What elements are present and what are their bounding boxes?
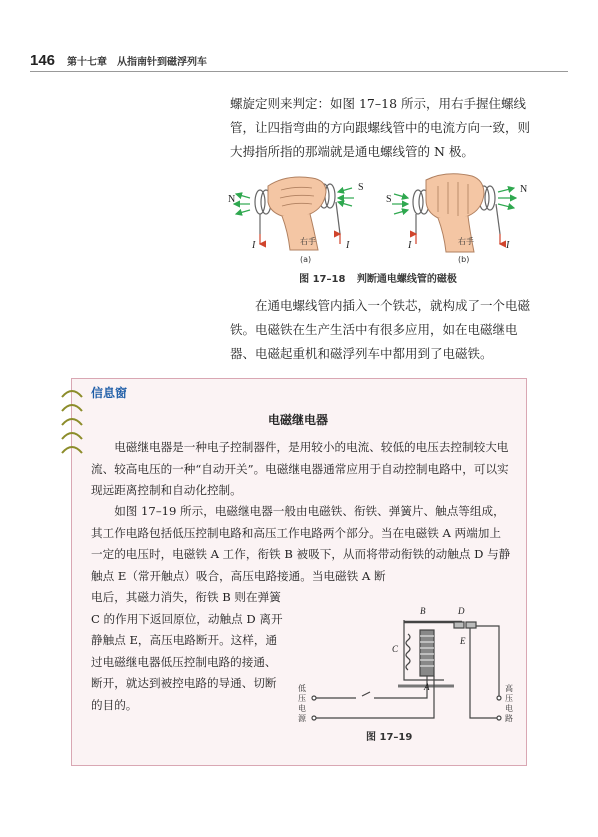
solenoid-hand-illustration (226, 172, 536, 266)
right-label-3: 电 (505, 704, 513, 713)
label-b: B (420, 606, 426, 616)
right-label-4: 路 (505, 714, 513, 723)
label-n-a: N (228, 194, 236, 205)
caption-number: 图 17–18 (299, 274, 346, 285)
caption-text: 判断通电螺线管的磁极 (356, 274, 457, 285)
label-d: D (458, 606, 465, 616)
right-label-2: 压 (505, 694, 513, 703)
left-label-3: 电 (298, 704, 306, 713)
relay-diagram (294, 600, 519, 740)
info-paragraph-2: 如图 17–19 所示，电磁继电器一般由电磁铁、衔铁、弹簧片、触点等组成，其工作电路包括低压控制电路和高压工作电路两个部分。当在电磁铁 A 两端加上一定的电压时，电磁铁 A 工作，衔铁 B 被吸下，从而将带动衔铁的动触点 D 与静触点 E（常开触点）吸合，高压电路接通。当电磁铁 A 断 (91, 504, 511, 583)
info-paragraph-1: 电磁继电器是一种电子控制器件，是用较小的电流、较低的电压去控制较大电流、较高电压的一种“自动开关”。电磁继电器通常应用于自动控制电路中，可以实现远距离控制和自动化控制。 (91, 440, 509, 497)
label-e: E (460, 636, 466, 646)
left-label-4: 源 (298, 714, 306, 723)
label-i1-a: I (252, 240, 256, 251)
label-hand-b: 右手 (458, 237, 474, 246)
info-window-title: 电磁继电器 (267, 413, 328, 427)
label-i2-b: I (506, 240, 510, 251)
label-i1-b: I (408, 240, 412, 251)
header-divider (30, 71, 568, 72)
label-s-a: S (358, 182, 364, 193)
chapter-title: 第十七章 从指南针到磁浮列车 (67, 57, 208, 68)
figure-17-18-caption (228, 270, 528, 285)
label-c: C (392, 644, 399, 654)
label-n-b: N (520, 184, 528, 195)
right-label-1: 高 (505, 684, 513, 693)
label-hand-a: 右手 (300, 237, 316, 246)
left-label-1: 低 (298, 684, 306, 693)
label-s-b: S (386, 194, 392, 205)
left-label-2: 压 (298, 694, 306, 703)
body-paragraph-2: 在通电螺线管内插入一个铁芯，就构成了一个电磁铁。电磁铁在生产生活中有很多应用，如在电磁继电器、电磁起重机和磁浮列车中都用到了电磁铁。 (230, 298, 531, 361)
label-i2-a: I (346, 240, 350, 251)
figure-17-18 (226, 172, 536, 266)
info-paragraph-3: 电后，其磁力消失，衔铁 B 则在弹簧 C 的作用下返回原位，动触点 D 离开静触点 E，高压电路断开。这样，通过电磁继电器低压控制电路的接通、断开，就达到被控电路的导通、切断的目的。 (91, 590, 283, 712)
sub-label-b: (b) (458, 255, 470, 264)
page-header (30, 52, 207, 70)
sub-label-a: (a) (300, 255, 312, 264)
body-paragraph-1: 螺旋定则来判定：如图 17–18 所示，用右手握住螺线管，让四指弯曲的方向跟螺线管中的电流方向一致，则大拇指所指的那端就是通电螺线管的 N 极。 (230, 96, 531, 159)
label-a: A (424, 682, 430, 692)
info-window-label: 信息窗 (91, 386, 128, 400)
page-number: 146 (30, 52, 56, 69)
figure-17-19-caption: 图 17–19 (366, 732, 413, 743)
